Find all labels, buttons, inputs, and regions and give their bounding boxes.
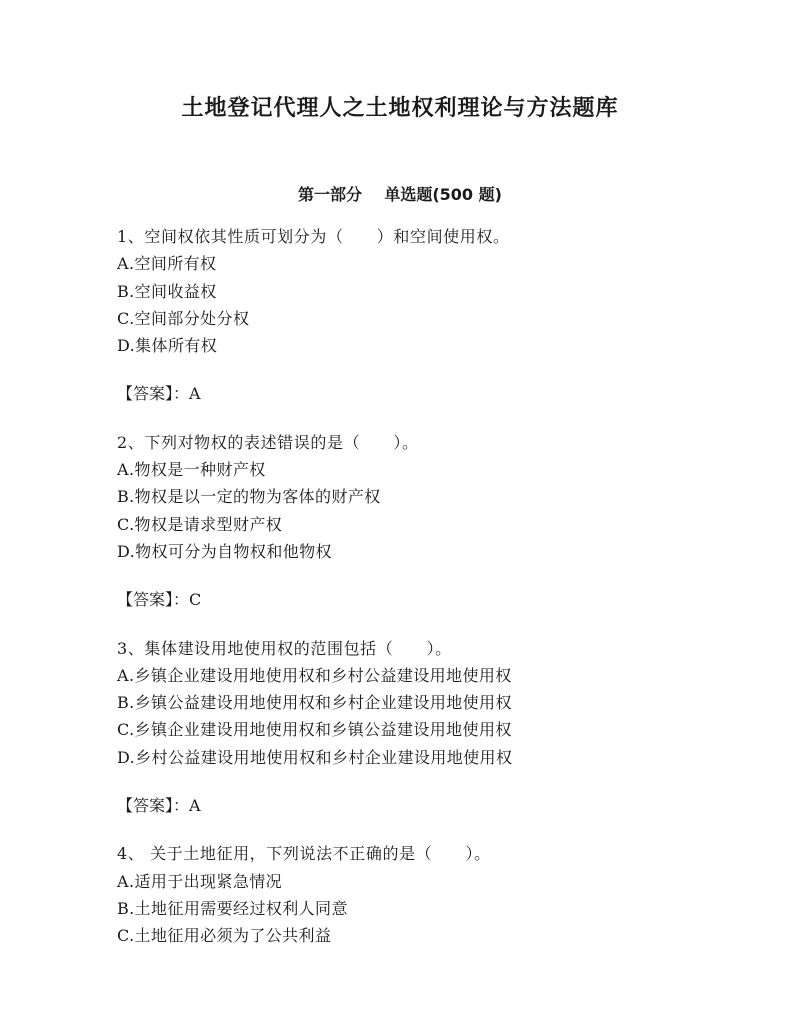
question-stem: 2、下列对物权的表述错误的是（ ）。 <box>117 432 419 452</box>
option-a: A.物权是一种财产权 <box>117 460 266 480</box>
question-stem: 3、集体建设用地使用权的范围包括（ ）。 <box>117 638 452 658</box>
answer-line: 【答案】：C <box>117 590 202 610</box>
option-d: D.集体所有权 <box>117 336 218 356</box>
option-c: C.空间部分处分权 <box>117 308 250 328</box>
answer-line: 【答案】：A <box>117 384 201 404</box>
option-b: B.乡镇公益建设用地使用权和乡村企业建设用地使用权 <box>117 693 512 713</box>
option-d: D.物权可分为自物权和他物权 <box>117 541 332 561</box>
option-d: D.乡村公益建设用地使用权和乡村企业建设用地使用权 <box>117 747 513 767</box>
answer-line: 【答案】：A <box>117 796 201 816</box>
option-a: A.适用于出现紧急情况 <box>117 871 283 891</box>
question-2 <box>117 429 757 614</box>
option-a: A.空间所有权 <box>117 254 217 274</box>
option-b: B.土地征用需要经过权利人同意 <box>117 898 348 918</box>
question-stem: 1、空间权依其性质可划分为（ ）和空间使用权。 <box>117 227 510 246</box>
document-title: 土地登记代理人之土地权利理论与方法题库 <box>181 96 619 121</box>
question-4 <box>117 840 757 949</box>
option-b: B.空间收益权 <box>117 281 217 301</box>
option-b: B.物权是以一定的物为客体的财产权 <box>117 487 381 507</box>
option-a: A.乡镇企业建设用地使用权和乡村公益建设用地使用权 <box>117 665 512 685</box>
option-c: C.乡镇企业建设用地使用权和乡镇公益建设用地使用权 <box>117 720 512 740</box>
section-title: 第一部分 单选题(500 题) <box>298 185 502 204</box>
question-1 <box>117 223 757 408</box>
option-c: C.物权是请求型财产权 <box>117 514 283 534</box>
option-c: C.土地征用必须为了公共利益 <box>117 926 332 946</box>
question-list <box>117 223 757 971</box>
question-3 <box>117 635 757 820</box>
question-stem: 4、 关于土地征用，下列说法不正确的是（ ）。 <box>117 844 491 864</box>
